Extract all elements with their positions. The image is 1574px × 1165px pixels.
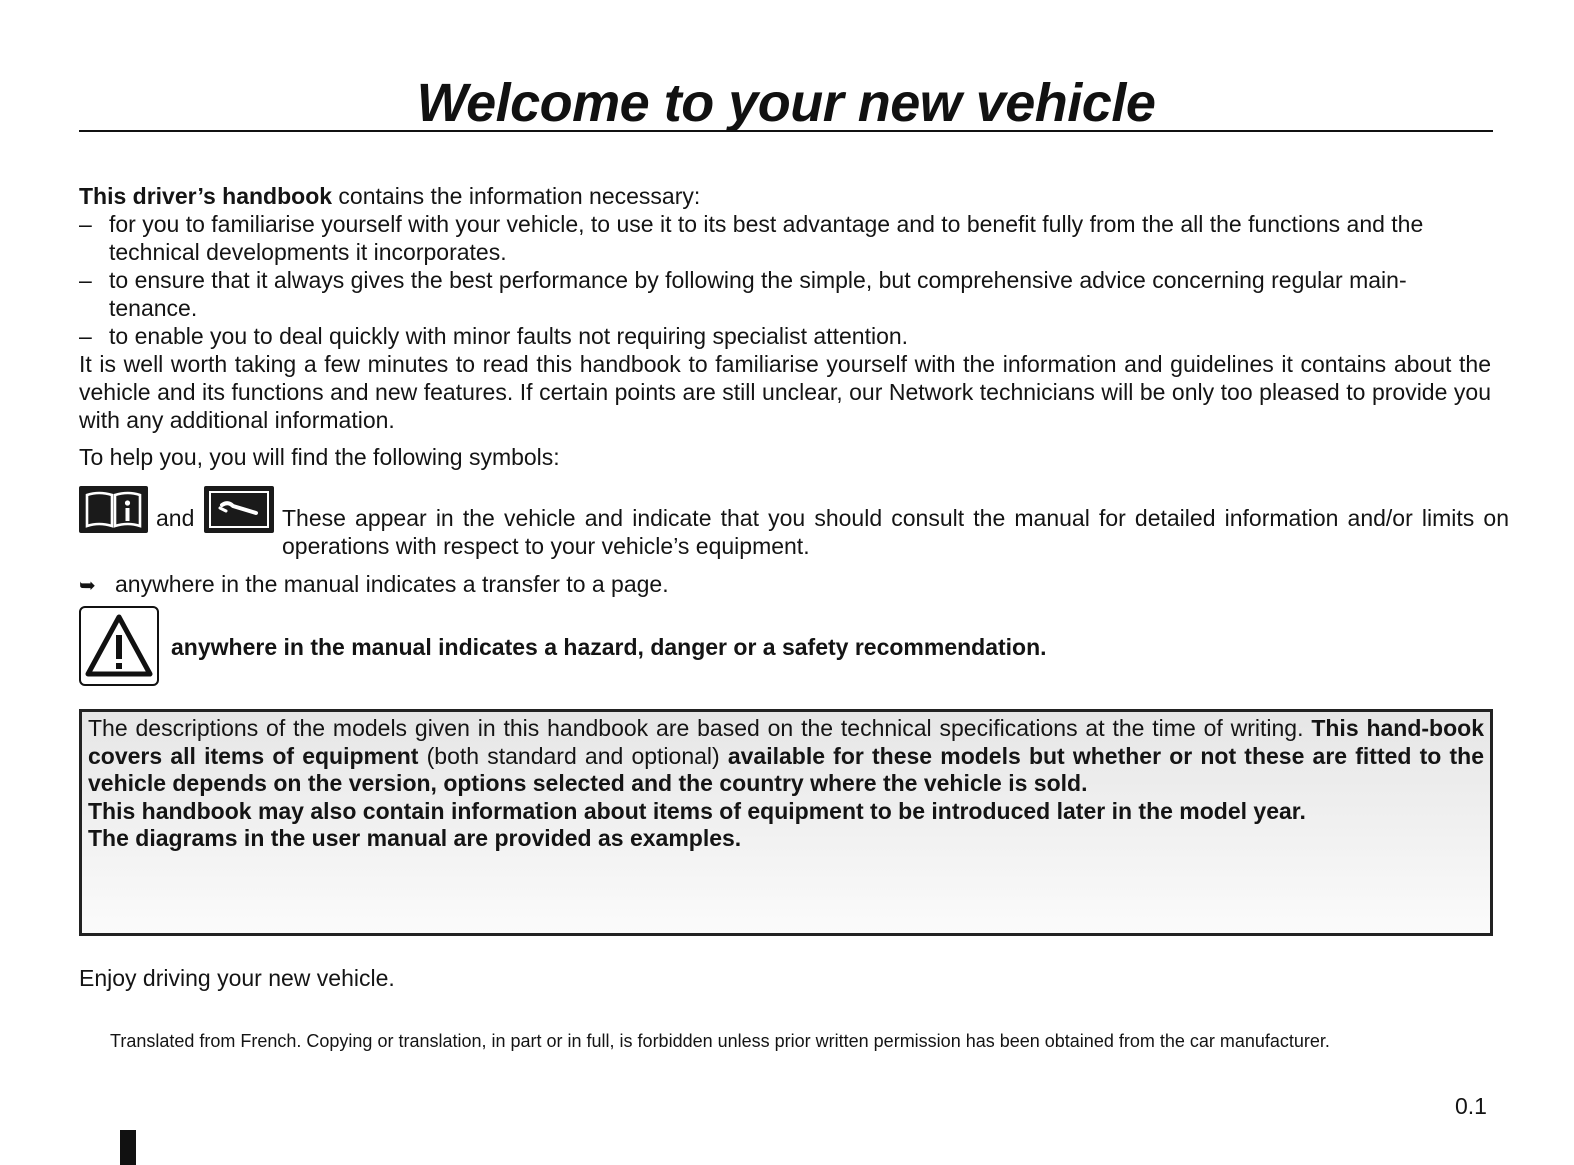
notice-seg3: (both standard and optional) [418, 742, 728, 769]
intro-lead [79, 182, 1491, 210]
page-transfer-description: anywhere in the manual indicates a transfer to a page. [115, 571, 669, 597]
notice-seg2: This hand-book covers all items of equipment [88, 715, 1484, 769]
warning-description: anywhere in the manual indicates a hazard, danger or a safety recommendation. [171, 634, 1047, 660]
notice-line-diagrams: The diagrams in the user manual are provided as examples. [88, 825, 742, 851]
intro-section [79, 182, 1491, 434]
list-item [79, 322, 1491, 350]
closing-line: Enjoy driving your new vehicle. [79, 965, 395, 991]
page-edge-marker [120, 1130, 136, 1165]
intro-lead-rest: contains the information necessary: [332, 183, 701, 209]
list-item-text: for you to familiarise yourself with your vehicle, to use it to its best advantage and to benefit fully from the all the functions and the technical developments it incorporates. [109, 211, 1424, 265]
and-connector: and [156, 505, 195, 531]
dash-bullet: – [79, 267, 92, 293]
arrow-icon: ➥ [79, 575, 96, 597]
symbols-heading: To help you, you will find the following symbols: [79, 444, 560, 470]
title-rule [79, 72, 1493, 132]
list-item-text: to ensure that it always gives the best performance by following the simple, but comprehensive advice concerning regular main-tenance. [109, 267, 1407, 321]
intro-closing-paragraph: It is well worth taking a few minutes to read this handbook to familiarise yourself with the information and guidelines it contains about the vehicle and its functions and new features. If certain points are still unclear, our Network technicians will be only too pleased to provide you with any additional information. [79, 351, 1491, 433]
page-transfer-row [79, 570, 669, 600]
page-title: Welcome to your new vehicle [416, 73, 1156, 133]
notice-line-later-equipment: This handbook may also contain information about items of equipment to be introduced later in the model year. [88, 797, 1306, 824]
manual-symbols-description: These appear in the vehicle and indicate that you should consult the manual for detailed information and/or limits on operations with respect to your vehicle’s equipment. [282, 505, 1509, 559]
notice-seg4: available for these models but whether or not these are fitted to the vehicle depends on the version, options selected and the country where the vehicle is sold. [88, 742, 1485, 796]
warning-row [79, 606, 1279, 688]
wrench-icon [204, 486, 274, 533]
list-item [79, 210, 1491, 266]
dash-bullet: – [79, 211, 92, 237]
equipment-notice-box [79, 709, 1493, 936]
translation-notice: Translated from French. Copying or translation, in part or in full, is forbidden unless prior written permission has been obtained from the car manufacturer. [110, 1031, 1330, 1051]
notice-paragraph [88, 715, 1484, 798]
list-item [79, 266, 1491, 322]
page-number: 0.1 [1455, 1093, 1487, 1119]
notice-seg1: The descriptions of the models given in this handbook are based on the technical specifications at the time of writing. [88, 715, 1312, 741]
dash-bullet: – [79, 323, 92, 349]
book-info-icon [79, 486, 148, 533]
warning-triangle-icon [79, 606, 159, 686]
intro-bold-lead: This driver’s handbook [79, 183, 333, 209]
list-item-text: to enable you to deal quickly with minor faults not requiring specialist attention. [109, 323, 909, 349]
manual-symbols-row [79, 486, 1509, 562]
